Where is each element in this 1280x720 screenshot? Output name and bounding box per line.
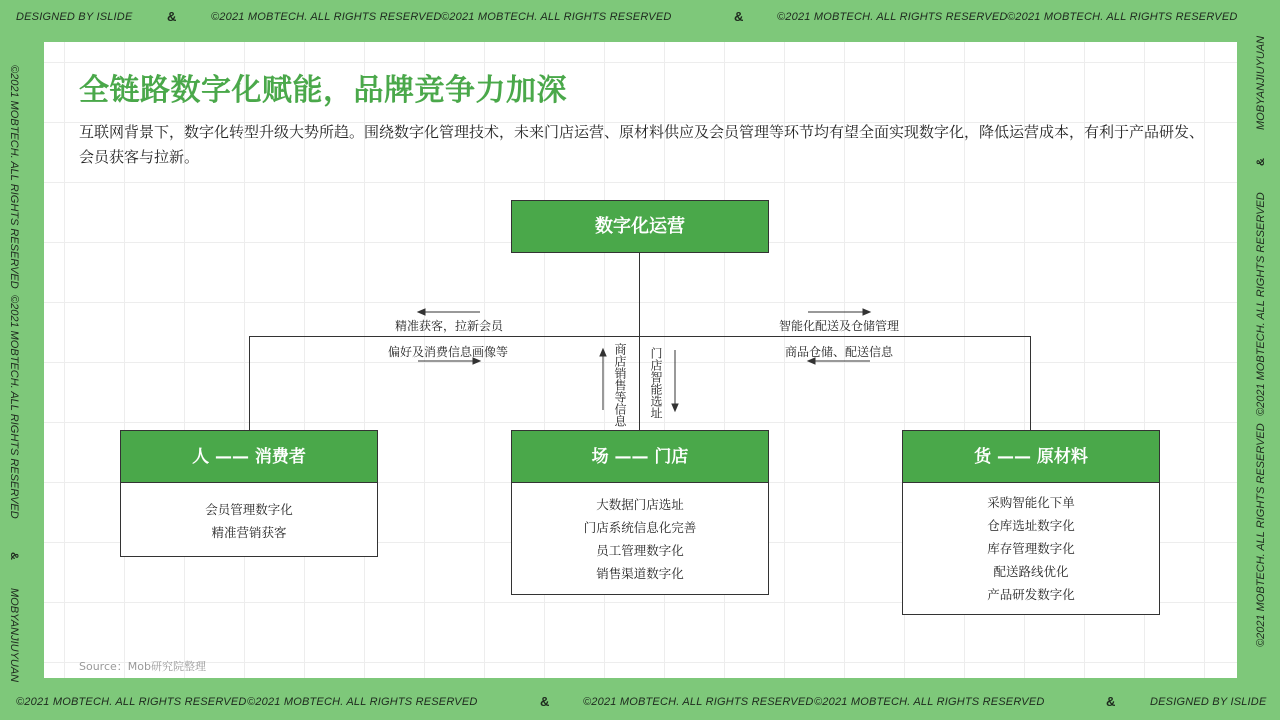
node-consumer-title: 人 —— 消费者 <box>121 431 377 483</box>
watermark-top-amp-1: & <box>167 9 177 24</box>
node-consumer <box>120 430 378 557</box>
label-left-bottom: 偏好及消费信息画像等 <box>388 345 509 359</box>
node-digital-operations: 数字化运营 <box>511 200 769 253</box>
materials-item: 库存管理数字化 <box>987 541 1075 556</box>
node-materials <box>902 430 1160 615</box>
materials-item: 产品研发数字化 <box>987 587 1075 602</box>
center-up-arrow-icon <box>600 349 606 356</box>
label-right-top: 智能化配送及仓储管理 <box>779 319 900 333</box>
watermark-bottom-amp-1: & <box>540 694 550 709</box>
node-store-title: 场 —— 门店 <box>512 431 768 483</box>
watermark-right-3: ©2021 MOBTECH. ALL RIGHTS RESERVED <box>1255 423 1267 647</box>
watermark-bottom-4: ©2021 MOBTECH. ALL RIGHTS RESERVED <box>814 696 1045 708</box>
right-arrow-top-icon <box>863 309 870 315</box>
watermark-left-2: ©2021 MOBTECH. ALL RIGHTS RESERVED <box>8 295 20 519</box>
center-down-arrow-icon <box>672 404 678 411</box>
page-description: 互联网背景下，数字化转型升级大势所趋。围绕数字化管理技术，未来门店运营、原材料供应及会员管理等环节均有望全面实现数字化，降低运营成本，有利于产品研发、会员获客与拉新。 <box>79 123 1205 166</box>
consumer-item: 精准营销获客 <box>211 525 287 540</box>
store-item: 销售渠道数字化 <box>596 566 684 581</box>
consumer-item: 会员管理数字化 <box>205 502 293 517</box>
label-center-down: 门店智能选址 <box>649 347 663 419</box>
watermark-bottom-2: ©2021 MOBTECH. ALL RIGHTS RESERVED <box>247 696 478 708</box>
watermark-right-1: MOBYANJIUYUAN <box>1255 35 1267 130</box>
watermark-top-4: ©2021 MOBTECH. ALL RIGHTS RESERVED <box>777 11 1008 23</box>
watermark-bottom-amp-2: & <box>1106 694 1116 709</box>
watermark-right-2: ©2021 MOBTECH. ALL RIGHTS RESERVED <box>1255 192 1267 416</box>
store-item: 大数据门店选址 <box>596 497 684 512</box>
page-title: 全链路数字化赋能，品牌竞争力加深 <box>79 73 567 108</box>
label-left-top: 精准获客，拉新会员 <box>395 319 504 333</box>
watermark-top-1: DESIGNED BY ISLIDE <box>16 11 133 23</box>
materials-item: 仓库选址数字化 <box>987 518 1075 533</box>
store-item: 门店系统信息化完善 <box>583 520 697 535</box>
label-right-bottom: 商品仓储、配送信息 <box>785 345 894 359</box>
left-arrow-top-icon <box>418 309 425 315</box>
watermark-bottom-1: ©2021 MOBTECH. ALL RIGHTS RESERVED <box>16 696 247 708</box>
watermark-top-2: ©2021 MOBTECH. ALL RIGHTS RESERVED <box>211 11 442 23</box>
node-materials-title: 货 —— 原材料 <box>903 431 1159 483</box>
watermark-bottom-3: ©2021 MOBTECH. ALL RIGHTS RESERVED <box>583 696 814 708</box>
watermark-left-1: ©2021 MOBTECH. ALL RIGHTS RESERVED <box>8 65 20 289</box>
node-store <box>511 430 769 595</box>
watermark-top-3: ©2021 MOBTECH. ALL RIGHTS RESERVED <box>441 11 672 23</box>
source-note: Source：Mob研究院整理 <box>79 660 206 673</box>
watermark-left-3: MOBYANJIUYUAN <box>8 588 20 683</box>
materials-item: 配送路线优化 <box>993 564 1069 579</box>
label-center-up: 商店销售等信息 <box>613 343 627 427</box>
watermark-left-amp: & <box>8 552 20 560</box>
watermark-right-amp: & <box>1255 158 1267 166</box>
store-item: 员工管理数字化 <box>596 543 684 558</box>
watermark-top-5: ©2021 MOBTECH. ALL RIGHTS RESERVED <box>1007 11 1238 23</box>
watermark-top-amp-2: & <box>734 9 744 24</box>
watermark-bottom-5: DESIGNED BY ISLIDE <box>1150 696 1267 708</box>
materials-item: 采购智能化下单 <box>987 495 1075 510</box>
